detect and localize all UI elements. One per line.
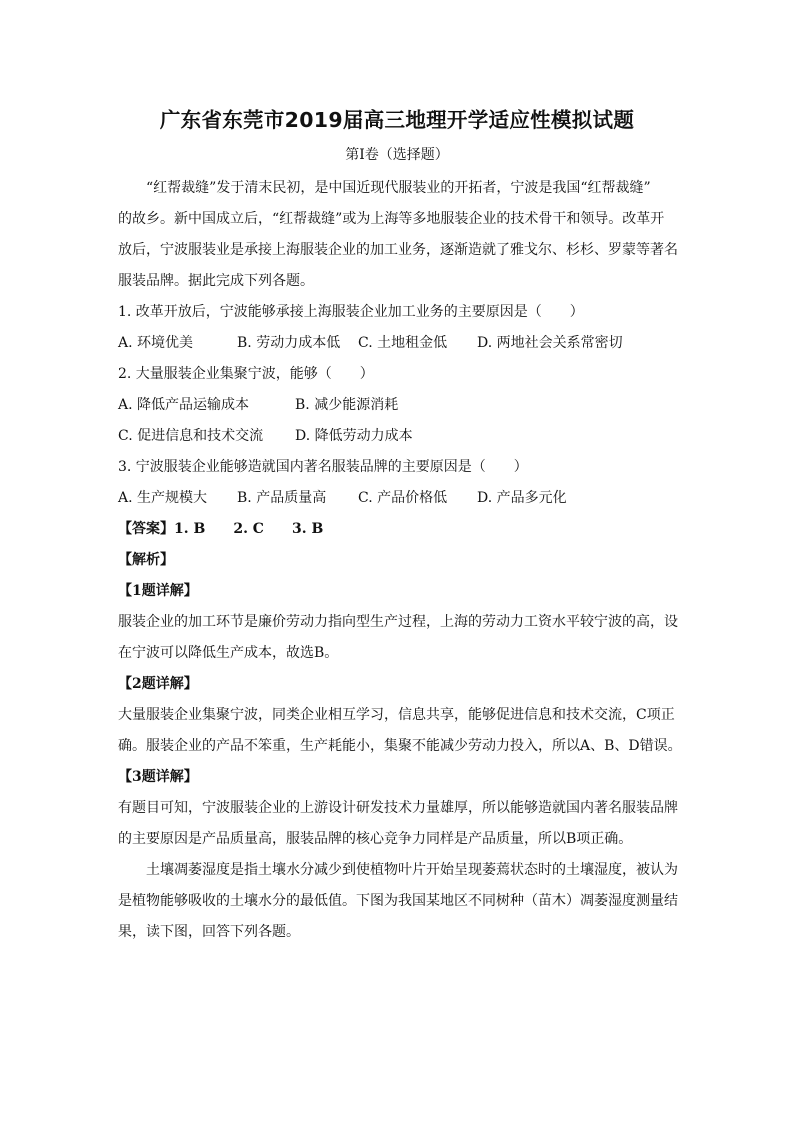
- analysis-label: 【解析】: [118, 552, 174, 568]
- detail-3-label: 【3题详解】: [118, 769, 198, 785]
- detail-1-line: 在宁波可以降低生产成本，故选B。: [118, 645, 339, 661]
- question-3-option-d: D. 产品多元化: [477, 490, 567, 506]
- passage-line: 是植物能够吸收的土壤水分的最低值。下图为我国某地区不同树种（苗木）凋萎湿度测量结: [118, 893, 678, 909]
- intro-line: 放后，宁波服装业是承接上海服装企业的加工业务，逐渐造就了雅戈尔、杉杉、罗蒙等著名: [118, 242, 678, 258]
- question-2-option-b: B. 减少能源消耗: [295, 397, 399, 413]
- intro-line: 的故乡。新中国成立后，“红帮裁缝”或为上海等多地服装企业的技术骨干和领导。改革开: [118, 211, 665, 227]
- question-1-option-c: C. 土地租金低: [358, 335, 448, 351]
- page-title: 广东省东莞市2019届高三地理开学适应性模拟试题: [159, 108, 635, 132]
- detail-3-line: 的主要原因是产品质量高，服装品牌的核心竞争力同样是产品质量，所以B项正确。: [118, 831, 633, 847]
- passage-line: 土壤凋萎湿度是指土壤水分减少到使植物叶片开始呈现萎蔫状态时的土壤湿度，被认为: [146, 862, 678, 878]
- question-1-option-b: B. 劳动力成本低: [237, 335, 341, 351]
- question-1-stem: 1. 改革开放后，宁波能够承接上海服装企业加工业务的主要原因是（ ）: [118, 304, 584, 320]
- intro-line: “红帮裁缝”发于清末民初，是中国近现代服装业的开拓者，宁波是我国“红帮裁缝”: [146, 180, 651, 196]
- question-3-option-a: A. 生产规模大: [118, 490, 208, 506]
- question-2-option-a: A. 降低产品运输成本: [118, 397, 250, 413]
- question-3-option-b: B. 产品质量高: [237, 490, 327, 506]
- detail-3-line: 有题目可知，宁波服装企业的上游设计研发技术力量雄厚，所以能够造就国内著名服装品牌: [118, 800, 678, 816]
- detail-1-label: 【1题详解】: [118, 583, 198, 599]
- question-2-option-d: D. 降低劳动力成本: [295, 428, 413, 444]
- question-1-option-d: D. 两地社会关系常密切: [477, 335, 623, 351]
- answer-line: 【答案】1. B 2. C 3. B: [118, 521, 324, 537]
- question-2-option-c: C. 促进信息和技术交流: [118, 428, 264, 444]
- question-3-option-c: C. 产品价格低: [358, 490, 448, 506]
- section-subtitle: 第Ⅰ卷（选择题）: [345, 147, 449, 163]
- detail-2-line: 大量服装企业集聚宁波，同类企业相互学习，信息共享，能够促进信息和技术交流，C项正: [118, 707, 675, 723]
- question-1-option-a: A. 环境优美: [118, 335, 194, 351]
- passage-line: 果，读下图，回答下列各题。: [118, 924, 300, 940]
- intro-line: 服装品牌。据此完成下列各题。: [118, 273, 314, 289]
- detail-2-label: 【2题详解】: [118, 676, 198, 692]
- question-3-stem: 3. 宁波服装企业能够造就国内著名服装品牌的主要原因是（ ）: [118, 459, 528, 475]
- question-2-stem: 2. 大量服装企业集聚宁波，能够（ ）: [118, 366, 374, 382]
- detail-1-line: 服装企业的加工环节是廉价劳动力指向型生产过程，上海的劳动力工资水平较宁波的高，设: [118, 614, 678, 630]
- detail-2-line: 确。服装企业的产品不笨重，生产耗能小，集聚不能减少劳动力投入，所以A、B、D错误。: [118, 738, 682, 754]
